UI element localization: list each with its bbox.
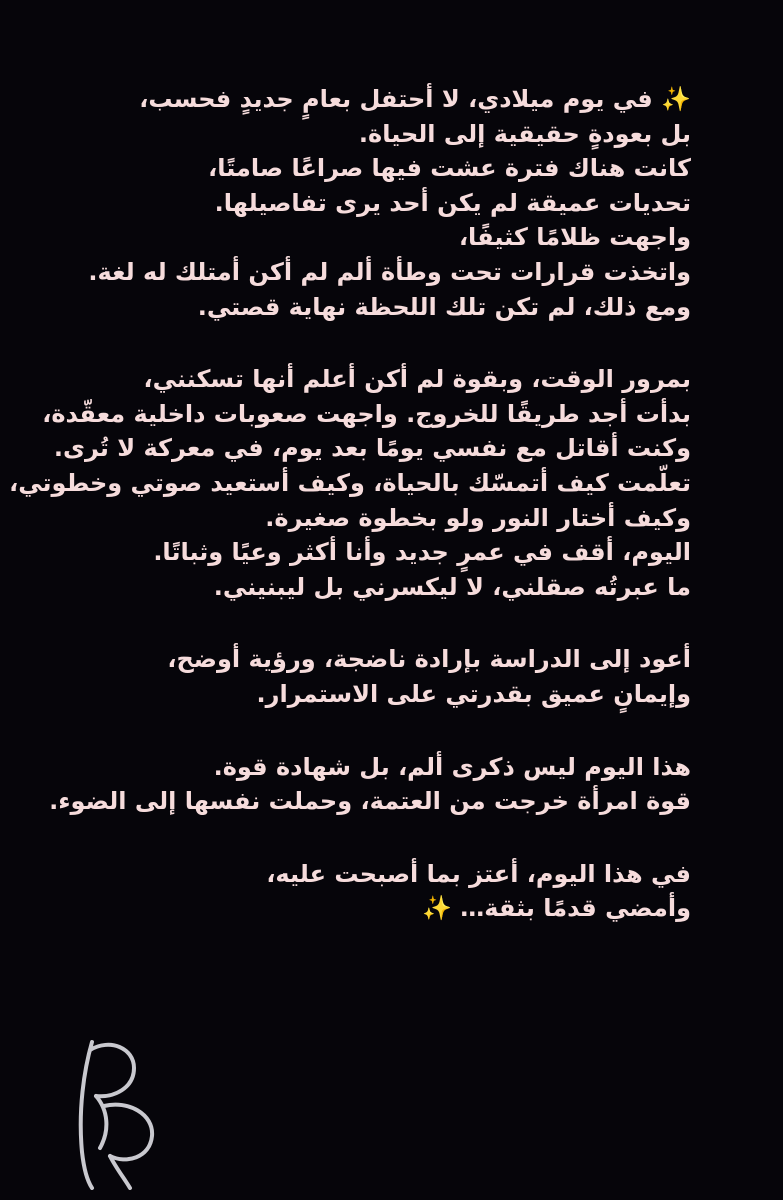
stanza-recovery [0, 362, 783, 604]
text-line: وكيف أختار النور ولو بخطوة صغيرة. [265, 503, 691, 532]
text-line: وكنت أقاتل مع نفسي يومًا بعد يوم، في معركة لا تُرى. [53, 434, 691, 463]
text-line: وأمضي قدمًا بثقة… ✨ [422, 894, 691, 923]
text-line: في هذا اليوم، أعتز بما أصبحت عليه، [266, 859, 691, 888]
text-line: هذا اليوم ليس ذكرى ألم، بل شهادة قوة. [213, 752, 691, 781]
text-line: واجهت ظلامًا كثيفًا، [458, 223, 691, 252]
text-line: ومع ذلك، لم تكن تلك اللحظة نهاية قصتي. [197, 292, 691, 321]
text-line: تعلّمت كيف أتمسّك بالحياة، وكيف أستعيد صوتي وخطوتي، [9, 468, 691, 497]
stanza-birthday-intro [0, 82, 783, 324]
stanza-closing [0, 857, 783, 926]
text-line: قوة امرأة خرجت من العتمة، وحملت نفسها إلى الضوء. [49, 787, 691, 816]
stanza-strength [0, 750, 783, 819]
text-line: واتخذت قرارات تحت وطأة ألم لم أكن أمتلك له لغة. [88, 257, 691, 286]
text-line: كانت هناك فترة عشت فيها صراعًا صامتًا، [208, 154, 691, 183]
text-line: ما عبرتُه صقلني، لا ليكسرني بل ليبنيني. [213, 572, 691, 601]
signature-icon [70, 1040, 160, 1190]
text-line: أعود إلى الدراسة بإرادة ناضجة، ورؤية أوضح، [167, 645, 691, 674]
text-line: تحديات عميقة لم يكن أحد يرى تفاصيلها. [214, 188, 691, 217]
stanza-study [0, 642, 783, 711]
text-line: وإيمانٍ عميق بقدرتي على الاستمرار. [256, 679, 691, 708]
text-line: بمرور الوقت، وبقوة لم أكن أعلم أنها تسكنني، [143, 365, 691, 394]
story-text [0, 82, 783, 964]
text-line: ✨ في يوم ميلادي، لا أحتفل بعامٍ جديدٍ فحسب، [139, 85, 691, 113]
text-line: بدأت أجد طريقًا للخروج. واجهت صعوبات داخلية معقّدة، [42, 399, 691, 428]
text-line: بل بعودةٍ حقيقية إلى الحياة. [358, 119, 691, 148]
text-line: اليوم، أقف في عمرٍ جديد وأنا أكثر وعيًا وثباتًا. [153, 538, 691, 567]
